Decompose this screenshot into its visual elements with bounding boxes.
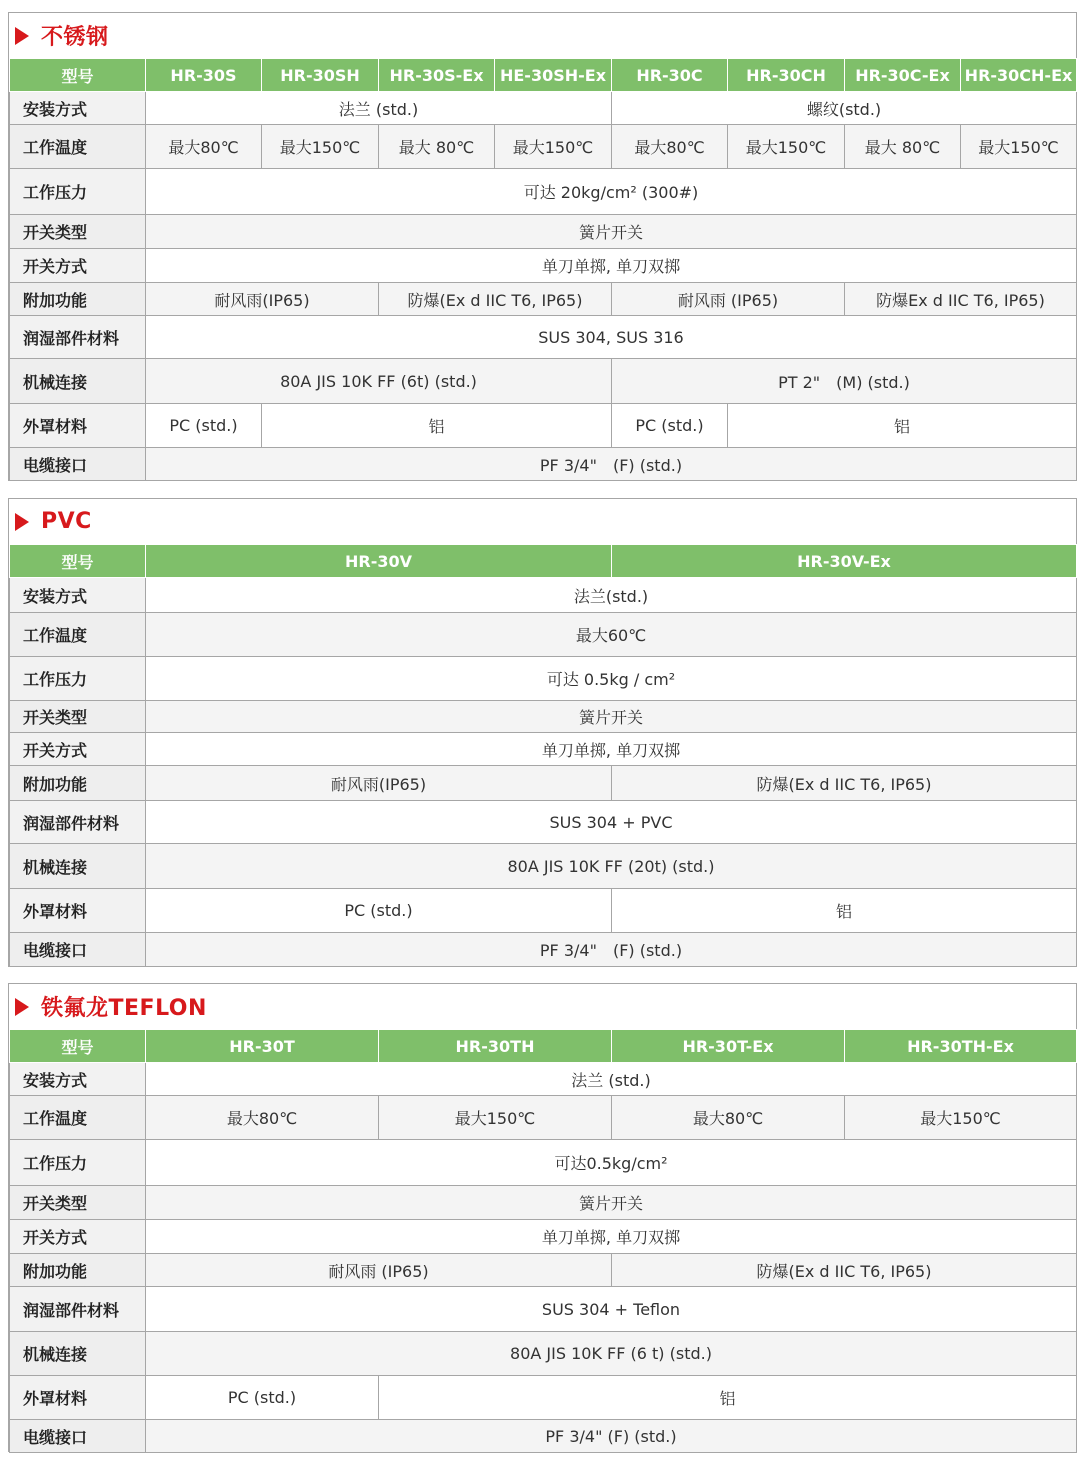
spec-cell: 法兰 (std.) — [146, 1063, 1077, 1096]
model-header-cell: HR-30V-Ex — [612, 545, 1077, 578]
row-label: 开关类型 — [10, 1186, 146, 1220]
spec-cell: 防爆Ex d IIC T6, IP65) — [845, 283, 1077, 316]
row-label: 工作温度 — [10, 125, 146, 169]
model-header-label: 型号 — [10, 1030, 146, 1063]
spec-cell: 耐风雨(IP65) — [146, 766, 612, 801]
spec-cell: 最大150℃ — [961, 125, 1077, 169]
section-stainless-steel — [8, 12, 1077, 481]
model-header-cell: HR-30C — [612, 59, 728, 92]
spec-cell: SUS 304 + Teflon — [146, 1287, 1077, 1332]
section-pvc — [8, 498, 1077, 967]
spec-cell: 簧片开关 — [146, 1186, 1077, 1220]
spec-cell: 簧片开关 — [146, 215, 1077, 249]
spec-cell: PF 3/4" (F) (std.) — [146, 448, 1077, 481]
spec-cell: 最大60℃ — [146, 613, 1077, 657]
spec-cell: 最大 80℃ — [845, 125, 961, 169]
model-header-cell: HR-30CH — [728, 59, 845, 92]
row-label: 开关方式 — [10, 249, 146, 283]
row-label: 机械连接 — [10, 1332, 146, 1376]
model-header-label: 型号 — [10, 59, 146, 92]
model-header-cell: HR-30S — [146, 59, 262, 92]
spec-cell: PF 3/4" (F) (std.) — [146, 1420, 1077, 1453]
row-label: 附加功能 — [10, 283, 146, 316]
spec-cell: PF 3/4" (F) (std.) — [146, 933, 1077, 967]
row-label: 开关方式 — [10, 1220, 146, 1254]
spec-cell: 防爆(Ex d IIC T6, IP65) — [379, 283, 612, 316]
spec-cell: 耐风雨 (IP65) — [612, 283, 845, 316]
row-label: 安装方式 — [10, 92, 146, 125]
spec-cell: 80A JIS 10K FF (6 t) (std.) — [146, 1332, 1077, 1376]
spec-cell: 单刀单掷, 单刀双掷 — [146, 1220, 1077, 1254]
spec-cell: 单刀单掷, 单刀双掷 — [146, 249, 1077, 283]
row-label: 安装方式 — [10, 578, 146, 613]
row-label: 工作温度 — [10, 1096, 146, 1140]
spec-cell: 可达 0.5kg / cm² — [146, 657, 1077, 701]
row-label: 电缆接口 — [10, 448, 146, 481]
row-label: 机械连接 — [10, 359, 146, 404]
spec-cell: SUS 304, SUS 316 — [146, 316, 1077, 359]
spec-cell: 法兰(std.) — [146, 578, 1077, 613]
row-label: 工作压力 — [10, 169, 146, 215]
row-label: 开关类型 — [10, 215, 146, 249]
model-header-cell: HR-30T-Ex — [612, 1030, 845, 1063]
spec-cell: 最大150℃ — [379, 1096, 612, 1140]
spec-cell: 最大150℃ — [262, 125, 379, 169]
model-header-cell: HR-30SH — [262, 59, 379, 92]
model-header-cell: HE-30SH-Ex — [495, 59, 612, 92]
model-header-cell: HR-30TH-Ex — [845, 1030, 1077, 1063]
section-header — [9, 13, 1076, 58]
spec-cell: PC (std.) — [146, 889, 612, 933]
row-label: 电缆接口 — [10, 1420, 146, 1453]
triangle-bullet-icon — [15, 513, 29, 531]
model-header-cell: HR-30CH-Ex — [961, 59, 1077, 92]
spec-cell: PC (std.) — [146, 1376, 379, 1420]
spec-cell: PC (std.) — [612, 404, 728, 448]
row-label: 开关类型 — [10, 701, 146, 733]
section-title: PVC — [41, 509, 92, 534]
row-label: 开关方式 — [10, 733, 146, 766]
row-label: 外罩材料 — [10, 889, 146, 933]
row-label: 润湿部件材料 — [10, 801, 146, 844]
row-label: 工作压力 — [10, 657, 146, 701]
triangle-bullet-icon — [15, 998, 29, 1016]
spec-cell: PT 2" (M) (std.) — [612, 359, 1077, 404]
spec-cell: SUS 304 + PVC — [146, 801, 1077, 844]
spec-cell: 80A JIS 10K FF (20t) (std.) — [146, 844, 1077, 889]
row-label: 外罩材料 — [10, 404, 146, 448]
row-label: 润湿部件材料 — [10, 316, 146, 359]
row-label: 附加功能 — [10, 766, 146, 801]
spec-cell: 铝 — [262, 404, 612, 448]
row-label: 外罩材料 — [10, 1376, 146, 1420]
spec-cell: 80A JIS 10K FF (6t) (std.) — [146, 359, 612, 404]
model-header-cell: HR-30TH — [379, 1030, 612, 1063]
spec-cell: 最大 80℃ — [379, 125, 495, 169]
row-label: 机械连接 — [10, 844, 146, 889]
row-label: 工作温度 — [10, 613, 146, 657]
spec-cell: 最大80℃ — [612, 125, 728, 169]
spec-cell: 铝 — [612, 889, 1077, 933]
spec-cell: 防爆(Ex d IIC T6, IP65) — [612, 766, 1077, 801]
model-header-label: 型号 — [10, 545, 146, 578]
spec-cell: 铝 — [728, 404, 1077, 448]
spec-cell: 螺纹(std.) — [612, 92, 1077, 125]
row-label: 工作压力 — [10, 1140, 146, 1186]
spec-cell: 可达0.5kg/cm² — [146, 1140, 1077, 1186]
row-label: 安装方式 — [10, 1063, 146, 1096]
spec-cell: 最大150℃ — [728, 125, 845, 169]
spec-cell: 铝 — [379, 1376, 1077, 1420]
model-header-cell: HR-30V — [146, 545, 612, 578]
spec-cell: 簧片开关 — [146, 701, 1077, 733]
spec-cell: 可达 20kg/cm² (300#) — [146, 169, 1077, 215]
spec-cell: 法兰 (std.) — [146, 92, 612, 125]
model-header-cell: HR-30S-Ex — [379, 59, 495, 92]
spec-cell: 最大80℃ — [146, 125, 262, 169]
row-label: 润湿部件材料 — [10, 1287, 146, 1332]
spec-cell: 耐风雨 (IP65) — [146, 1254, 612, 1287]
section-title: 不锈钢 — [41, 25, 109, 50]
model-header-cell: HR-30C-Ex — [845, 59, 961, 92]
spec-cell: 耐风雨(IP65) — [146, 283, 379, 316]
row-label: 附加功能 — [10, 1254, 146, 1287]
section-teflon — [8, 983, 1077, 1452]
spec-table-stainless — [9, 58, 1077, 481]
spec-cell: 最大80℃ — [146, 1096, 379, 1140]
spec-cell: 最大150℃ — [845, 1096, 1077, 1140]
spec-cell: PC (std.) — [146, 404, 262, 448]
section-header — [9, 499, 1076, 544]
row-label: 电缆接口 — [10, 933, 146, 967]
spec-cell: 防爆(Ex d IIC T6, IP65) — [612, 1254, 1077, 1287]
section-header — [9, 984, 1076, 1029]
section-title: 铁氟龙TEFLON — [41, 996, 207, 1021]
spec-cell: 单刀单掷, 单刀双掷 — [146, 733, 1077, 766]
spec-table-teflon — [9, 1029, 1077, 1453]
spec-table-pvc — [9, 544, 1077, 967]
spec-cell: 最大80℃ — [612, 1096, 845, 1140]
triangle-bullet-icon — [15, 27, 29, 45]
spec-cell: 最大150℃ — [495, 125, 612, 169]
model-header-cell: HR-30T — [146, 1030, 379, 1063]
